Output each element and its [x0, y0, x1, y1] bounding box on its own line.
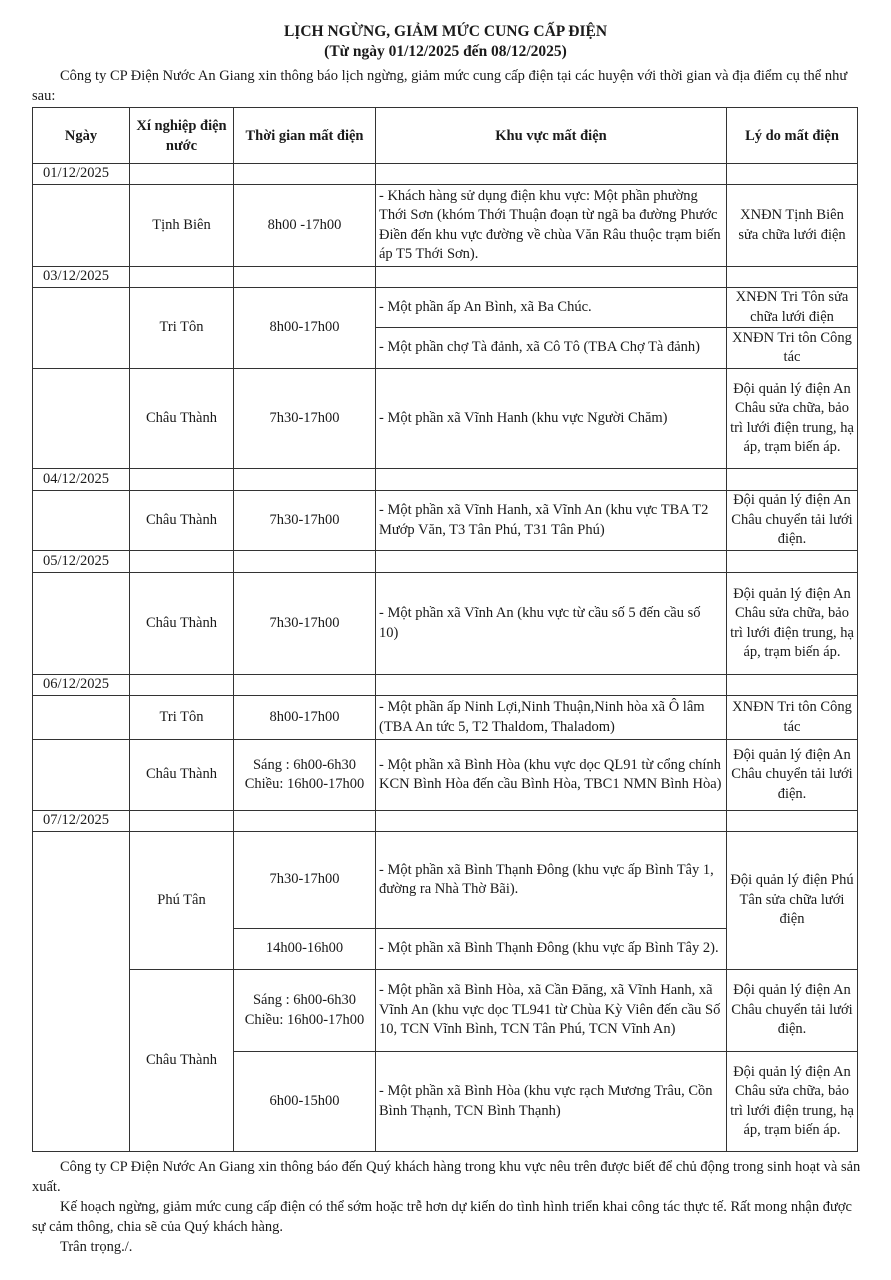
unit-cell: Châu Thành	[130, 740, 234, 811]
time-cell: 8h00-17h00	[234, 288, 376, 369]
table-row	[33, 696, 858, 740]
time-cell: 8h00 -17h00	[234, 185, 376, 267]
date-cell: 05/12/2025	[33, 551, 130, 573]
date-row	[33, 551, 858, 573]
reason-cell: Đội quản lý điện Phú Tân sửa chữa lưới điện	[727, 832, 858, 970]
unit-cell: Tịnh Biên	[130, 185, 234, 267]
area-cell: - Một phần ấp An Bình, xã Ba Chúc.	[376, 288, 727, 328]
table-row	[33, 740, 858, 811]
reason-cell: Đội quản lý điện An Châu sửa chữa, bảo trì lưới điện trung, hạ áp, trạm biến áp.	[727, 369, 858, 469]
time-cell: 7h30-17h00	[234, 369, 376, 469]
table-row	[33, 185, 858, 267]
unit-cell: Tri Tôn	[130, 288, 234, 369]
intro-paragraph: Công ty CP Điện Nước An Giang xin thông báo lịch ngừng, giảm mức cung cấp điện tại các huyện với thời gian và địa điểm cụ thể như sau:	[32, 68, 848, 104]
area-cell: - Một phần xã Bình Thạnh Đông (khu vực ấp Bình Tây 2).	[376, 929, 727, 970]
date-cell: 04/12/2025	[33, 469, 130, 491]
area-cell: - Một phần chợ Tà đảnh, xã Cô Tô (TBA Chợ Tà đảnh)	[376, 328, 727, 369]
table-row	[33, 369, 858, 469]
area-cell: - Một phần xã Bình Hòa (khu vực dọc QL91 từ cổng chính KCN Bình Hòa đến cầu Bình Hòa, TBC1 NMN Bình Hòa)	[376, 740, 727, 811]
area-cell: - Một phần xã Vĩnh Hanh (khu vực Người Chăm)	[376, 369, 727, 469]
date-cell: 01/12/2025	[33, 164, 130, 185]
table-header-row	[33, 108, 858, 164]
header-area: Khu vực mất điện	[376, 108, 727, 164]
unit-cell: Châu Thành	[130, 573, 234, 675]
time-cell: 8h00-17h00	[234, 696, 376, 740]
time-cell: 7h30-17h00	[234, 832, 376, 929]
reason-cell: Đội quản lý điện An Châu chuyển tải lưới điện.	[727, 740, 858, 811]
area-cell: - Một phần xã Vĩnh Hanh, xã Vĩnh An (khu vực TBA T2 Mướp Văn, T3 Tân Phú, T31 Tân Phú)	[376, 491, 727, 551]
reason-cell: XNĐN Tịnh Biên sửa chữa lưới điện	[727, 185, 858, 267]
header-date: Ngày	[33, 108, 130, 164]
date-cell: 07/12/2025	[33, 811, 130, 832]
outage-schedule-table	[32, 107, 858, 1152]
time-cell: 7h30-17h00	[234, 573, 376, 675]
reason-cell: Đội quản lý điện An Châu chuyển tải lưới điện.	[727, 970, 858, 1052]
area-cell: - Một phần xã Bình Thạnh Đông (khu vực ấp Bình Tây 1, đường ra Nhà Thờ Bãi).	[376, 832, 727, 929]
header-reason: Lý do mất điện	[727, 108, 858, 164]
reason-cell: XNĐN Tri tôn Công tác	[727, 328, 858, 369]
header-time: Thời gian mất điện	[234, 108, 376, 164]
date-row	[33, 675, 858, 696]
footer-paragraph-2: Kế hoạch ngừng, giảm mức cung cấp điện có thể sớm hoặc trễ hơn dự kiến do tình hình triển khai công tác thực tế. Rất mong nhận được sự cảm thông, chia sẽ của Quý khách hàng.	[32, 1199, 852, 1235]
date-cell: 03/12/2025	[33, 267, 130, 288]
time-afternoon: Chiều: 16h00-17h00	[244, 776, 365, 792]
time-morning: Sáng : 6h00-6h30	[252, 756, 357, 773]
table-row	[33, 970, 858, 1052]
table-row	[33, 288, 858, 328]
reason-cell: Đội quản lý điện An Châu chuyển tải lưới điện.	[727, 491, 858, 551]
reason-cell: XNĐN Tri Tôn sửa chữa lưới điện	[727, 288, 858, 328]
time-cell: 7h30-17h00	[234, 491, 376, 551]
document-title: LỊCH NGỪNG, GIẢM MỨC CUNG CẤP ĐIỆN	[283, 23, 608, 40]
date-row	[33, 267, 858, 288]
unit-cell: Phú Tân	[130, 832, 234, 970]
reason-cell: Đội quản lý điện An Châu sửa chữa, bảo trì lưới điện trung, hạ áp, trạm biến áp.	[727, 1052, 858, 1152]
date-row	[33, 164, 858, 185]
header-unit: Xí nghiệp điện nước	[130, 108, 234, 164]
area-cell: - Khách hàng sử dụng điện khu vực: Một phần phường Thới Sơn (khóm Thới Thuận đoạn từ ngã ba đường Phước Điền đến khu vực đường về chùa Văn Râu thuộc trạm biến áp T5 Thới Sơn).	[376, 185, 727, 267]
area-cell: - Một phần xã Bình Hòa (khu vực rạch Mương Trâu, Cồn Bình Thạnh, TCN Bình Thạnh)	[376, 1052, 727, 1152]
reason-cell: Đội quản lý điện An Châu sửa chữa, bảo trì lưới điện trung, hạ áp, trạm biến áp.	[727, 573, 858, 675]
document-subtitle: (Từ ngày 01/12/2025 đến 08/12/2025)	[324, 43, 567, 60]
time-cell	[234, 970, 376, 1052]
table-row	[33, 491, 858, 551]
area-cell: - Một phần ấp Ninh Lợi,Ninh Thuận,Ninh hòa xã Ô lâm (TBA An tức 5, T2 Thaldom, Thaladom)	[376, 696, 727, 740]
unit-cell: Châu Thành	[130, 970, 234, 1152]
unit-cell: Châu Thành	[130, 369, 234, 469]
date-cell: 06/12/2025	[33, 675, 130, 696]
area-cell: - Một phần xã Vĩnh An (khu vực từ cầu số 5 đến cầu số 10)	[376, 573, 727, 675]
table-row	[33, 573, 858, 675]
time-morning: Sáng : 6h00-6h30	[252, 992, 357, 1008]
area-cell: - Một phần xã Bình Hòa, xã Cần Đăng, xã Vĩnh Hanh, xã Vĩnh An (khu vực dọc TL941 từ Chùa Kỳ Viên đến cầu Số 10, TCN Vĩnh Bình, TCN Tân Phú, TCN Vĩnh An)	[376, 970, 727, 1052]
footer-paragraph-1: Công ty CP Điện Nước An Giang xin thông báo đến Quý khách hàng trong khu vực nêu trên được biết để chủ động trong sinh hoạt và sản xuất.	[32, 1159, 861, 1195]
time-cell: 14h00-16h00	[234, 929, 376, 970]
time-afternoon: Chiều: 16h00-17h00	[244, 1011, 365, 1028]
footer-closing: Trân trọng./.	[60, 1239, 133, 1255]
time-cell: 6h00-15h00	[234, 1052, 376, 1152]
reason-cell: XNĐN Tri tôn Công tác	[727, 696, 858, 740]
time-cell	[234, 740, 376, 811]
date-row	[33, 811, 858, 832]
unit-cell: Tri Tôn	[130, 696, 234, 740]
unit-cell: Châu Thành	[130, 491, 234, 551]
table-row	[33, 832, 858, 929]
date-row	[33, 469, 858, 491]
